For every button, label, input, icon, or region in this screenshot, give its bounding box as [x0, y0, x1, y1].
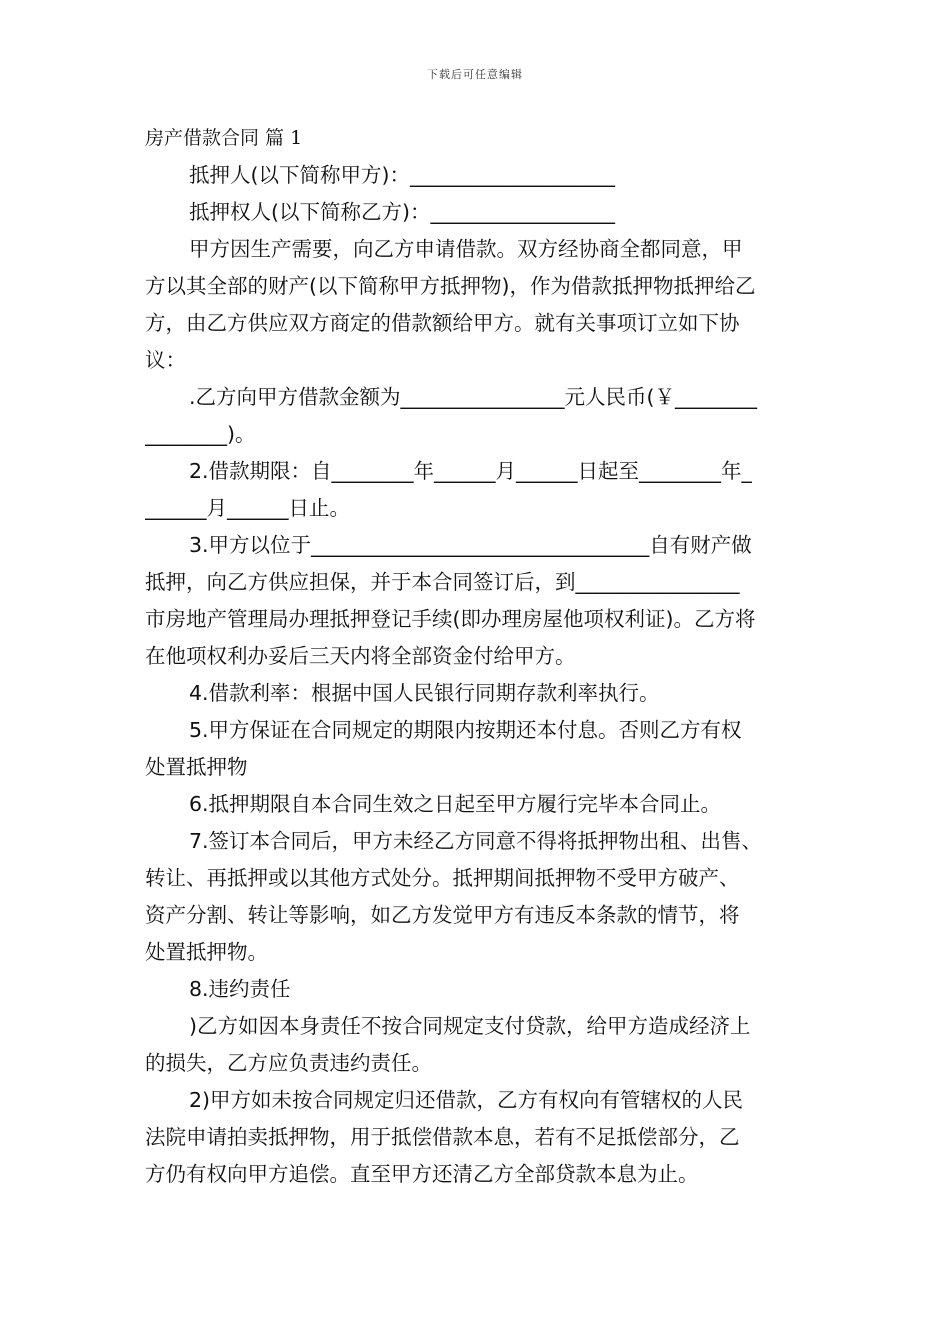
document-line: ______月______日止。 — [145, 496, 350, 520]
document-line: 在他项权利办妥后三天内将全部资金付给甲方。 — [145, 644, 576, 668]
document-line: 2)甲方如未按合同规定归还借款，乙方有权向有管辖权的人民 — [189, 1088, 744, 1112]
document-line: 的损失，乙方应负责违约责任。 — [145, 1051, 432, 1075]
document-line: 甲方因生产需要，向乙方申请借款。双方经协商全都同意，甲 — [189, 237, 743, 261]
document-line: 4.借款利率：根据中国人民银行同期存款利率执行。 — [189, 681, 660, 705]
document-line: 处置抵押物 — [145, 755, 248, 779]
document-line: 方，由乙方供应双方商定的借款额给甲方。就有关事项订立如下协 — [145, 311, 740, 335]
document-line: 法院申请拍卖抵押物，用于抵偿借款本息，若有不足抵偿部分，乙 — [145, 1125, 740, 1149]
document-title: 房产借款合同 篇 1 — [145, 127, 303, 149]
document-line: 资产分割、转让等影响，如乙方发觉甲方有违反本条款的情节，将 — [145, 903, 740, 927]
document-line: 方仍有权向甲方追偿。直至甲方还清乙方全部贷款本息为止。 — [145, 1162, 699, 1186]
document-line: 议： — [145, 348, 186, 372]
document-line: 抵押权人(以下简称乙方)：__________________ — [189, 200, 615, 224]
document-line: 抵押，向乙方供应担保，并于本合同签订后，到________________ — [145, 570, 740, 594]
document-line: 转让、再抵押或以其他方式处分。抵押期间抵押物不受甲方破产、 — [145, 866, 740, 890]
document-line: 3.甲方以位于_________________________________自有财产做 — [189, 533, 752, 557]
document-line: .乙方向甲方借款金额为________________元人民币(￥________ — [189, 385, 758, 409]
document-lines — [145, 157, 810, 1193]
document-line: 8.违约责任 — [189, 977, 291, 1001]
document-line: 7.签订本合同后，甲方未经乙方同意不得将抵押物出租、出售、 — [189, 829, 763, 853]
document-line: 市房地产管理局办理抵押登记手续(即办理房屋他项权利证)。乙方将 — [145, 607, 756, 631]
document-line: ________)。 — [145, 422, 256, 446]
document-body — [145, 120, 810, 1193]
document-line: 方以其全部的财产(以下简称甲方抵押物)，作为借款抵押物抵押给乙 — [145, 274, 756, 298]
document-line: 2.借款期限：自________年______月______日起至________年_ — [189, 459, 752, 483]
document-line: )乙方如因本身责任不按合同规定支付贷款，给甲方造成经济上 — [189, 1014, 751, 1038]
page-header-note: 下载后可任意编辑 — [427, 68, 523, 81]
document-line: 6.抵押期限自本合同生效之日起至甲方履行完毕本合同止。 — [189, 792, 722, 816]
document-line: 5.甲方保证在合同规定的期限内按期还本付息。否则乙方有权 — [189, 718, 742, 742]
document-line: 抵押人(以下简称甲方)：____________________ — [189, 163, 615, 187]
document-line: 处置抵押物。 — [145, 940, 268, 964]
